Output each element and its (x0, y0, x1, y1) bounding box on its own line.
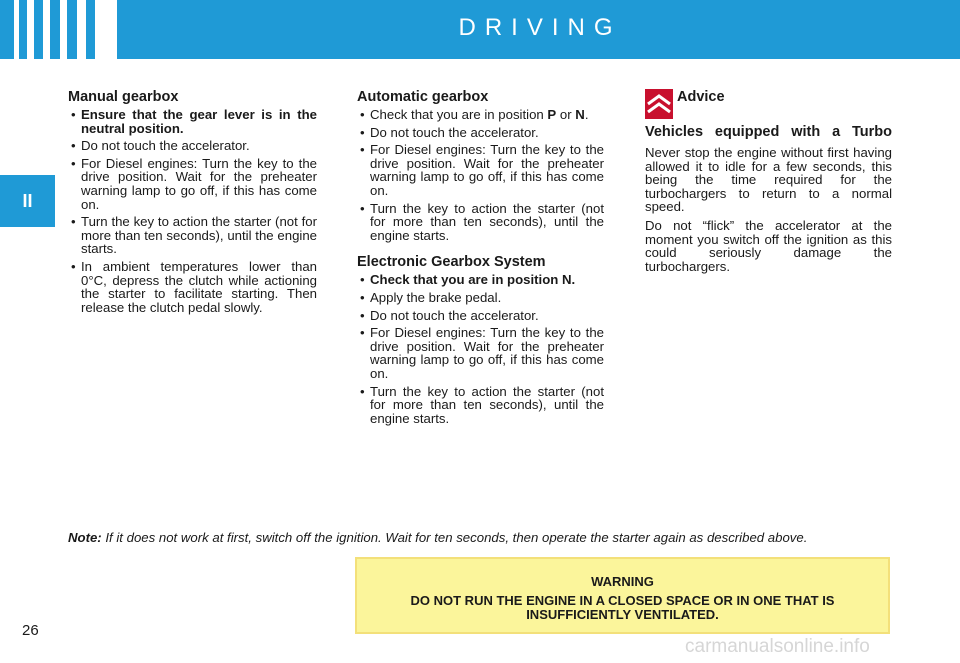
watermark: carmanualsonline.info (685, 636, 870, 657)
list-item: • Apply the brake pedal. (360, 289, 502, 305)
advice-paragraph: Never stop the engine without first having allowed it to idle for a few seconds, this being the time required for the turbochargers to return to a normal speed. (645, 145, 892, 215)
warning-title: WARNING (591, 574, 654, 589)
manual-gearbox-section (68, 89, 317, 318)
header-stripe (14, 0, 19, 59)
list-item: • Do not touch the accelerator. (360, 124, 539, 140)
note-label: Note: (68, 530, 102, 545)
list-item: • Turn the key to action the starter (not for more than ten seconds), until the engine starts. (360, 200, 604, 243)
advice-subtitle: Vehicles equipped with a Turbo (645, 124, 892, 140)
header-stripe (95, 0, 117, 59)
manual-list (68, 108, 317, 314)
header-stripe (60, 0, 67, 59)
warning-box (355, 557, 890, 634)
page-header (0, 0, 960, 59)
list-item: • For Diesel engines: Turn the key to the drive position. Wait for the preheater warning lamp to go off, if this has come on. (71, 155, 317, 212)
list-item: • Turn the key to action the starter (not for more than ten seconds), until the engine starts. (71, 214, 317, 257)
chapter-tab: II (0, 175, 55, 227)
page-number: 26 (22, 622, 39, 639)
citroen-chevrons-icon (645, 89, 673, 119)
list-item: • Ensure that the gear lever is in the neutral position. (71, 107, 317, 136)
note-text: If it does not work at first, switch off the ignition. Wait for ten seconds, then operate the starter again as described above. (105, 530, 808, 545)
section-title: Automatic gearbox (357, 89, 489, 105)
list-item: • In ambient temperatures lower than 0°C, depress the clutch while actioning the starter to facilitate starting. Then release the clutch pedal slowly. (71, 258, 317, 315)
header-stripe (43, 0, 50, 59)
list-item: • Turn the key to action the starter (not for more than ten seconds), until the engine starts. (360, 383, 604, 426)
section-title: Manual gearbox (68, 89, 179, 105)
advice-header (645, 89, 892, 119)
automatic-gearbox-section (357, 89, 604, 429)
list-item: • Check that you are in position P or N. (360, 107, 589, 122)
header-stripe (77, 0, 86, 59)
electronic-list (357, 273, 604, 425)
automatic-list (357, 108, 604, 242)
advice-section (645, 89, 892, 278)
note (68, 531, 892, 545)
header-stripe (27, 0, 34, 59)
section-title: Electronic Gearbox System (357, 254, 546, 271)
advice-title: Advice (677, 89, 725, 105)
list-item: • For Diesel engines: Turn the key to the drive position. Wait for the preheater warning lamp to go off, if this has come on. (360, 325, 604, 381)
advice-paragraph: Do not “flick” the accelerator at the moment you switch off the ignition as this could seriously damage the turbochargers. (645, 217, 892, 274)
page-title: DRIVING (458, 14, 622, 41)
list-item: • Do not touch the accelerator. (360, 307, 539, 323)
list-item: • Check that you are in position N. (360, 272, 576, 288)
warning-text: DO NOT RUN THE ENGINE IN A CLOSED SPACE OR IN ONE THAT IS INSUFFICIENTLY VENTILATED. (410, 593, 835, 622)
list-item: • Do not touch the accelerator. (71, 138, 250, 154)
list-item: • For Diesel engines: Turn the key to the drive position. Wait for the preheater warning lamp to go off, if this has come on. (360, 142, 604, 198)
